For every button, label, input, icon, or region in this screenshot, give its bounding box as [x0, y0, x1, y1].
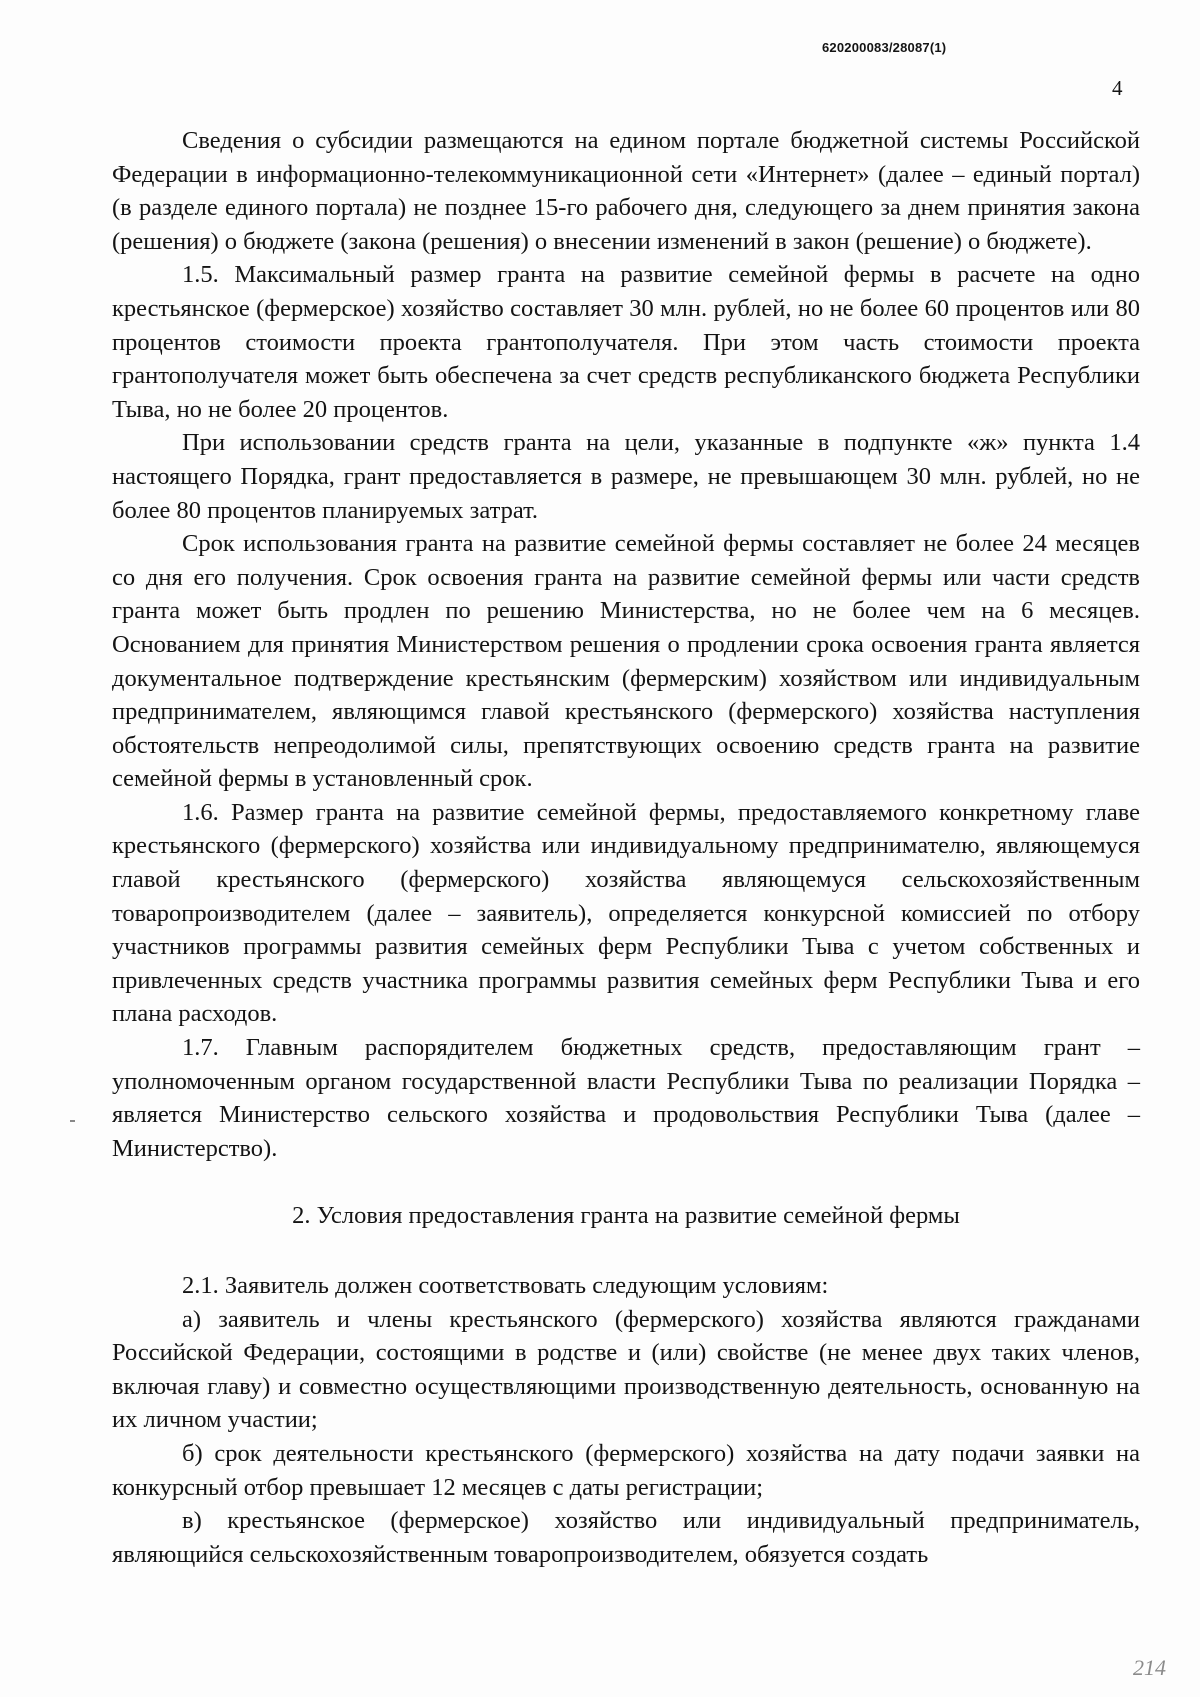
paragraph: 2.1. Заявитель должен соответствовать следующим условиям:	[182, 1272, 829, 1299]
paragraph: 1.5. Максимальный размер гранта на развитие семейной фермы в расчете на одно крестьянское (фермерское) хозяйство составляет 30 млн. рублей, но не более 60 процентов или 80 процентов стоимости проекта грантополучателя. При этом часть стоимости проекта грантополучателя может быть обеспечена за счет средств республиканского бюджета Республики Тыва, но не более 20 процентов.	[112, 261, 1140, 423]
paragraph: 1.6. Размер гранта на развитие семейной фермы, предоставляемого конкретному главе крестьянского (фермерского) хозяйства или индивидуальному предпринимателю, являющемуся главой крестьянского (фермерского) хозяйства являющемуся сельскохозяйственным товаропроизводителем (далее – заявитель), определяется конкурсной комиссией по отбору участников программы развития семейных ферм Республики Тыва с учетом собственных и привлеченных средств участника программы развития семейных ферм Республики Тыва и его плана расходов.	[112, 798, 1140, 1028]
section-heading: 2. Условия предоставления гранта на развитие семейной фермы	[292, 1202, 960, 1230]
paragraph: Сведения о субсидии размещаются на едином портале бюджетной системы Российской Федерации в информационно-телекоммуникационной сети «Интернет» (далее – единый портал) (в разделе единого портала) не позднее 15-го рабочего дня, следующего за днем принятия закона (решения) о бюджете (закона (решения) о внесении изменений в закон (решение) о бюджете).	[112, 127, 1140, 255]
paragraph: 1.7. Главным распорядителем бюджетных средств, предоставляющим грант – уполномоченным органом государственной власти Республики Тыва по реализации Порядка – является Министерство сельского хозяйства и продовольствия Республики Тыва (далее – Министерство).	[112, 1034, 1140, 1162]
paragraph: При использовании средств гранта на цели, указанные в подпункте «ж» пункта 1.4 настоящего Порядка, грант предоставляется в размере, не превышающем 30 млн. рублей, но не более 80 процентов планируемых затрат.	[112, 429, 1140, 524]
paragraph: а) заявитель и члены крестьянского (фермерского) хозяйства являются гражданами Российской Федерации, состоящими в родстве и (или) свойстве (не менее двух таких членов, включая главу) и совместно осуществляющими производственную деятельность, основанную на их личном участии;	[112, 1305, 1140, 1434]
document-body	[112, 124, 1140, 1571]
paragraph: Срок использования гранта на развитие семейной фермы составляет не более 24 месяцев со дня его получения. Срок освоения гранта на развитие семейной фермы или части средств гранта может быть продлен по решению Министерства, но не более чем на 6 месяцев. Основанием для принятия Министерством решения о продлении срока освоения гранта является документальное подтверждение крестьянским (фермерским) хозяйством или индивидуальным предпринимателем, являющимся главой крестьянского (фермерского) хозяйства наступления обстоятельств непреодолимой силы, препятствующих освоению средств гранта на развитие семейной фермы в установленный срок.	[112, 530, 1140, 793]
handwritten-page-mark: 214	[1133, 1655, 1166, 1680]
paragraph: в) крестьянское (фермерское) хозяйство или индивидуальный предприниматель, являющийся сельскохозяйственным товаропроизводителем, обязуется создать	[112, 1507, 1140, 1568]
page-number: 4	[1112, 76, 1123, 100]
paragraph: б) срок деятельности крестьянского (фермерского) хозяйства на дату подачи заявки на конкурсный отбор превышает 12 месяцев с даты регистрации;	[112, 1439, 1140, 1501]
document-code: 620200083/28087(1)	[822, 40, 947, 55]
margin-mark	[70, 1120, 75, 1122]
